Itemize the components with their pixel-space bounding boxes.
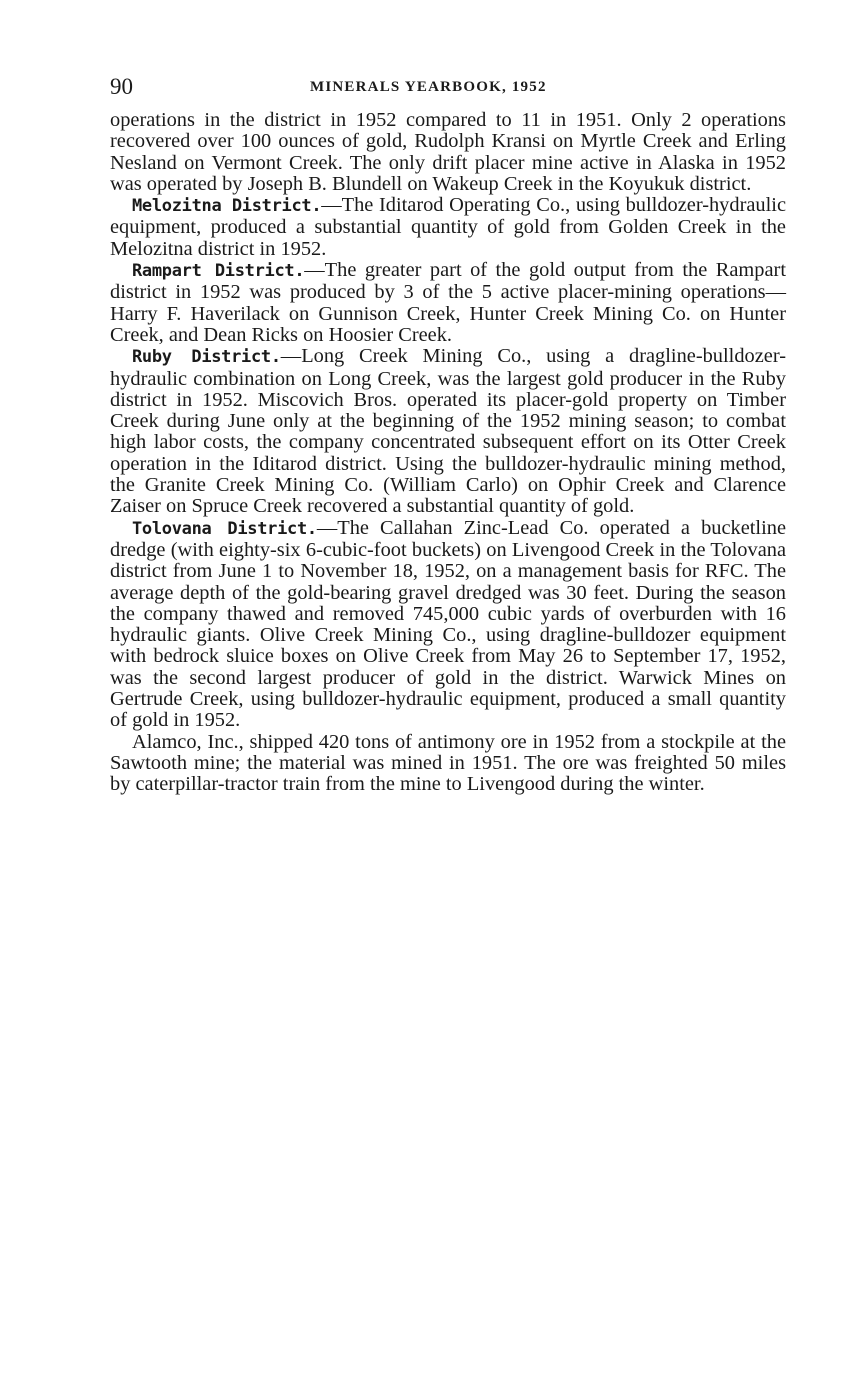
paragraph-text: —The Iditarod Operating Co., using bulldozer-hydraulic equipment, produced a substantial quantity of gold from Golden Creek in the Melozitna district in 1952. (110, 194, 786, 260)
section-heading-melozitna: Melozitna District. (132, 196, 322, 217)
paragraph-text: —The Callahan Zinc-Lead Co. operated a bucketline dredge (with eighty-six 6-cubic-foot buckets) on Livengood Creek in the Tolovana district from June 1 to November 18, 1952, on a management basis for RFC. The average depth of the gold-bearing gravel dredged was 30 feet. During the season the company thawed and removed 745,000 cubic yards of overburden with 16 hydraulic giants. Olive Creek Mining Co., using dragline-bulldozer equipment with bedrock sluice boxes on Olive Creek from May 26 to September 17, 1952, was the second largest producer of gold in the district. Warwick Mines on Gertrude Creek, using bulldozer-hydraulic equipment, produced a small quantity of gold in 1952. (110, 516, 787, 732)
document-page (110, 72, 786, 796)
running-head (110, 72, 786, 102)
paragraph-text: operations in the district in 1952 compared to 11 in 1951. Only 2 operations recovered over 100 ounces of gold, Rudolph Kransi on Myrtle Creek and Erling Nesland on Vermont Creek. The only drift placer mine active in Alaska in 1952 was operated by Joseph B. Blundell on Wakeup Creek in the Koyukuk district. (110, 109, 786, 195)
paragraph-ruby (110, 346, 786, 517)
section-heading-tolovana: Tolovana District. (132, 518, 317, 539)
paragraph-rampart (110, 260, 786, 346)
paragraph-melozitna (110, 195, 786, 260)
page-number: 90 (110, 74, 133, 99)
paragraph-tolovana (110, 518, 786, 732)
paragraph-text: Alamco, Inc., shipped 420 tons of antimony ore in 1952 from a stockpile at the Sawtooth mine; the material was mined in 1951. The ore was freighted 50 miles by caterpillar-tractor train from the mine to Livengood during the winter. (110, 730, 786, 796)
section-heading-ruby: Ruby District. (132, 347, 281, 368)
running-title: MINERALS YEARBOOK, 1952 (310, 79, 547, 95)
section-heading-rampart: Rampart District. (132, 261, 305, 282)
paragraph-continuation (110, 110, 786, 195)
body-text (110, 110, 786, 796)
paragraph-text: —The greater part of the gold output from the Rampart district in 1952 was produced by 3 of the 5 active placer-mining operations—Harry F. Haverilack on Gunnison Creek, Hunter Creek Mining Co. on Hunter Creek, and Dean Ricks on Hoosier Creek. (110, 259, 786, 346)
paragraph-text: —Long Creek Mining Co., using a dragline-bulldozer-hydraulic combination on Long Creek, was the largest gold producer in the Ruby district in 1952. Miscovich Bros. operated its placer-gold property on Timber Creek during June only at the beginning of the 1952 mining season; to combat high labor costs, the company concentrated subsequent effort on its Otter Creek operation in the Iditarod district. Using the bulldozer-hydraulic mining method, the Granite Creek Mining Co. (William Carlo) on Ophir Creek and Clarence Zaiser on Spruce Creek recovered a substantial quantity of gold. (110, 345, 786, 518)
paragraph-alamco (110, 732, 786, 796)
